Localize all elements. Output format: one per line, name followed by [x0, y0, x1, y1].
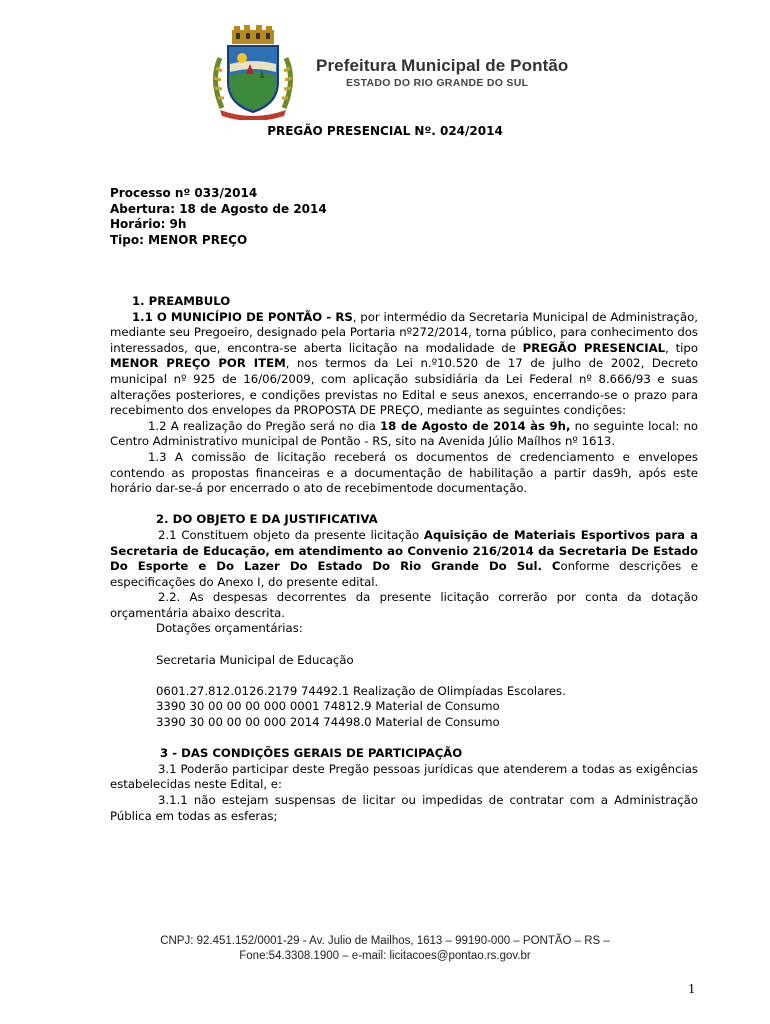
process-number: Processo nº 033/2014: [110, 186, 258, 200]
section-3-heading: 3 - DAS CONDIÇÕES GERAIS DE PARTICIPAÇÃO: [160, 746, 463, 761]
paragraph-2-1-text-c: onforme descrições e especificações do Anexo I, do presente edital.: [110, 559, 698, 589]
footer-address: CNPJ: 92.451.152/0001-29 - Av. Julio de Mailhos, 1613 – 99190-000 – PONTÃO – RS –: [160, 935, 610, 947]
paragraph-1-2-text-a: 1.2 A realização do Pregão será no dia: [148, 418, 381, 433]
budget-label: Dotações orçamentárias:: [156, 621, 303, 636]
paragraph-2-1-object: Aquisição de Materiais Esportivos para a Secretaria de Educação, em atendimento ao Convenio 216/2014 da Secretaria De Estado Do Esporte e Do Lazer Do Estado Do Rio Grande Do Sul. C: [110, 527, 699, 574]
process-meta: [110, 186, 327, 248]
municipal-crest-icon: [206, 24, 300, 120]
opening-date: Abertura: 18 de Agosto de 2014: [110, 201, 327, 216]
paragraph-3-1-1: 3.1.1 não estejam suspensas de licitar ou impedidas de contratar com a Administração Pública em todas as esferas;: [110, 793, 698, 823]
paragraph-1-1-text-a: , por intermédio da Secretaria Municipal de Administração, mediante seu Pregoeiro, designado pela Portaria nº272/2014, torna público, para conhecimento dos interessados, que, encontra-se aberta licitação na modalidade de: [110, 309, 698, 355]
document-title: PREGÃO PRESENCIAL Nº. 024/2014: [267, 124, 503, 138]
section-1-heading: 1. PREAMBULO: [132, 294, 231, 308]
paragraph-3-1: 3.1 Poderão participar deste Pregão pessoas jurídicas que atenderem a todas as exigências estabelecidas neste Edital, e:: [110, 761, 698, 792]
opening-time: Horário: 9h: [110, 217, 187, 231]
paragraph-1-1: [110, 310, 698, 419]
section-2-heading: 2. DO OBJETO E DA JUSTIFICATIVA: [156, 512, 378, 527]
paragraph-2-2: 2.2. As despesas decorrentes da presente licitação correrão por conta da dotação orçamentária abaixo descrita.: [110, 590, 698, 620]
org-state: ESTADO DO RIO GRANDE DO SUL: [346, 77, 529, 89]
paragraph-1-1-type: MENOR PREÇO POR ITEM: [110, 356, 286, 371]
page-footer: [0, 934, 770, 964]
paragraph-2-1: [110, 528, 698, 590]
document-body: [110, 294, 698, 824]
org-name: Prefeitura Municipal de Pontão: [316, 56, 569, 75]
paragraph-1-1-text-d: , nos termos da Lei n.º10.520 de 17 de julho de 2002, Decreto municipal nº 925 de 16/06/2009, com aplicação subsidiária da Lei Federal nº 8.666/93 e suas alterações posteriores, e condições previstas no Edital e seus anexos, encerrando-se o prazo para recebimento dos envelopes da PROPOSTA DE PREÇO, mediante as seguintes condições:: [110, 356, 698, 418]
paragraph-1-2-text-c: no seguinte local: no Centro Administrativo municipal de Pontão - RS, sito na Avenida Júlio Maílhos nº 1613.: [110, 418, 699, 449]
budget-line-1: 0601.27.812.0126.2179 74492.1 Realização de Olimpíadas Escolares.: [156, 683, 566, 698]
footer-contact: Fone:54.3308.1900 – e-mail: licitacoes@pontao.rs.gov.br: [239, 950, 531, 962]
budget-line-2: 3390 30 00 00 00 000 0001 74812.9 Material de Consumo: [156, 699, 500, 714]
paragraph-1-3: 1.3 A comissão de licitação receberá os documentos de credenciamento e envelopes contendo as propostas financeiras e a documentação de habilitação a partir das9h, após este horário dar-se-á por encerrado o ato de recebimentode documentação.: [110, 449, 698, 496]
paragraph-1-2: [110, 419, 698, 450]
budget-line-3: 3390 30 00 00 00 000 2014 74498.0 Material de Consumo: [156, 715, 500, 730]
page-number: 1: [688, 982, 695, 997]
budget-department: Secretaria Municipal de Educação: [156, 652, 354, 667]
paragraph-1-2-date: 18 de Agosto de 2014 às 9h,: [380, 418, 571, 433]
paragraph-1-1-lead: 1.1 O MUNICÍPIO DE PONTÃO - RS: [132, 309, 353, 324]
paragraph-1-1-modality: PREGÃO PRESENCIAL: [522, 340, 666, 355]
paragraph-2-1-text-a: 2.1 Constituem objeto da presente licitação: [158, 527, 424, 542]
paragraph-1-1-text-c: , tipo: [665, 340, 698, 355]
bid-type: Tipo: MENOR PREÇO: [110, 232, 248, 247]
